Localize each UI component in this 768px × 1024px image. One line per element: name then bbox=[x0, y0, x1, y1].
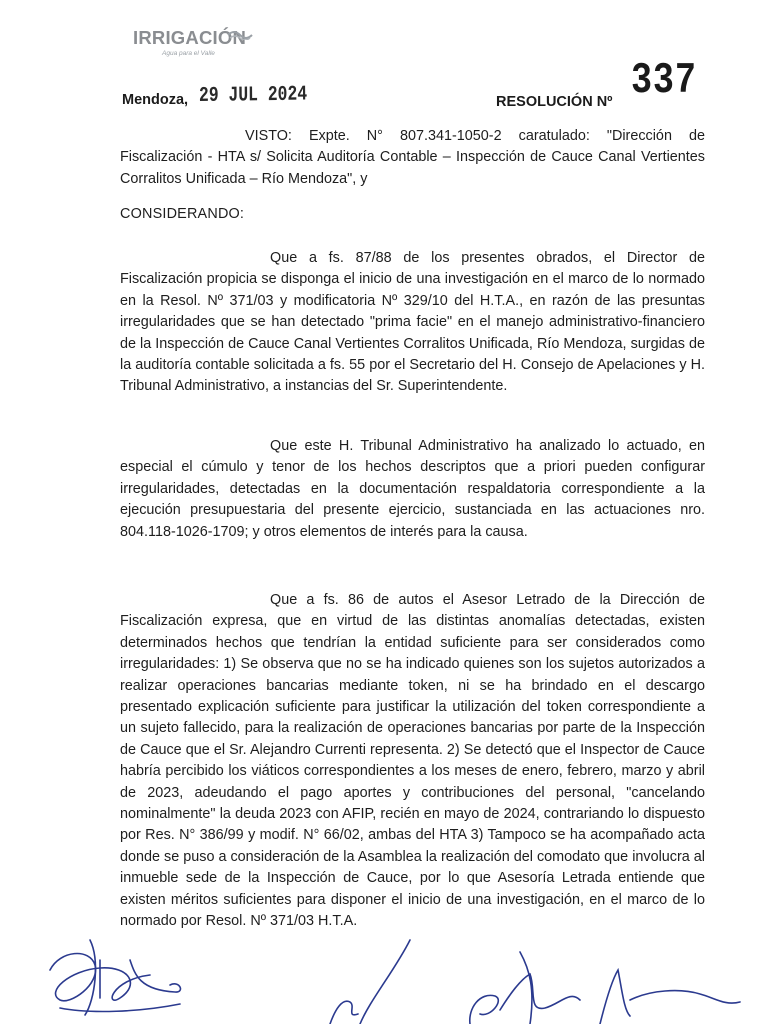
handwritten-signatures bbox=[0, 930, 768, 1024]
considerando-paragraph-3 bbox=[120, 590, 705, 933]
visto-text: VISTO: Expte. N° 807.341-1050-2 caratulado: "Dirección de Fiscalización - HTA s/ Solicita Auditoría Contable – Inspección de Cauce Canal Vertientes Corralitos Unificada – Río Mendoza", y bbox=[120, 128, 705, 187]
logo-tagline: Agua para el Valle bbox=[162, 50, 215, 57]
considerando-heading: CONSIDERANDO: bbox=[120, 206, 245, 222]
water-wave-icon bbox=[225, 26, 255, 40]
paragraph-1-text: Que a fs. 87/88 de los presentes obrados, el Director de Fiscalización propicia se disponga el inicio de una investigación en el marco de lo normado en la Resol. Nº 371/03 y modificatoria Nº 329/10 del H.T.A., en razón de las presuntas irregularidades que se han detectado "prima facie" en el manejo administrativo-financiero de la Inspección de Cauce Canal Vertientes Corralitos Unificada, Río Mendoza, surgidas de la auditoría contable solicitada a fs. 55 por el Secretario del H. Consejo de Apelaciones y H. Tribunal Administrativo, a instancias del Sr. Superintendente. bbox=[120, 250, 705, 395]
signature-center bbox=[470, 952, 580, 1024]
paragraph-3-text: Que a fs. 86 de autos el Asesor Letrado de la Dirección de Fiscalización expresa, que en virtud de las distintas anomalías detectadas, existen determinados hechos que tendrían la entidad suficiente para ser considerados como irregularidades: 1) Se observa que no se ha indicado quienes son los sujetos autorizados a realizar operaciones bancarias mediante token, ni se ha brindado en el descargo presentado explicación suficiente para justificar la utilización del token correspondiente a un sujeto fallecido, para la realización de operaciones bancarias por parte de la Inspección de Cauce que el Sr. Alejandro Currenti representa. 2) Se detectó que el Inspector de Cauce habría percibido los viáticos correspondientes a los meses de enero, febrero, marzo y abril de 2023, adeudando el pago aportes y contribuciones del personal, "cancelando nominalmente" la deuda 2023 con AFIP, recién en mayo de 2024, contrariando lo dispuesto por Res. N° 386/99 y modif. N° 66/02, ambas del HTA 3) Tampoco se ha acompañado acta donde se puso a consideración de la Asamblea la realización del comodato que involucra al inmueble sede de la Inspección de Cauce, por lo que Asesoría Letrada entiende que existen méritos suficientes para disponer el inicio de una investigación, en el marco de lo normado por Resol. Nº 371/03 H.T.A. bbox=[120, 592, 705, 930]
logo-name: IRRIGACIÓN bbox=[133, 27, 246, 48]
irrigacion-logo bbox=[133, 28, 258, 64]
paragraph-2-text: Que este H. Tribunal Administrativo ha analizado lo actuado, en especial el cúmulo y tenor de los hechos descriptos que a priori pueden configurar irregularidades, detectadas en la documentación respaldatoria correspondiente a la ejecución presupuestaria del presente ejercicio, sustanciada en las actuaciones nro. 804.118-1026-1709; y otros elementos de interés para la causa. bbox=[120, 438, 705, 540]
considerando-paragraph-2 bbox=[120, 436, 705, 543]
signature-right bbox=[600, 970, 740, 1024]
signature-left bbox=[50, 940, 180, 1015]
resolution-number: 337 bbox=[631, 56, 697, 106]
resolution-label: RESOLUCIÓN Nº bbox=[496, 94, 613, 110]
visto-paragraph bbox=[120, 126, 705, 190]
considerando-paragraph-1 bbox=[120, 248, 705, 398]
date-stamp: 29 JUL 2024 bbox=[198, 83, 308, 108]
place-label: Mendoza, bbox=[122, 92, 189, 108]
signature-middle bbox=[330, 940, 410, 1024]
